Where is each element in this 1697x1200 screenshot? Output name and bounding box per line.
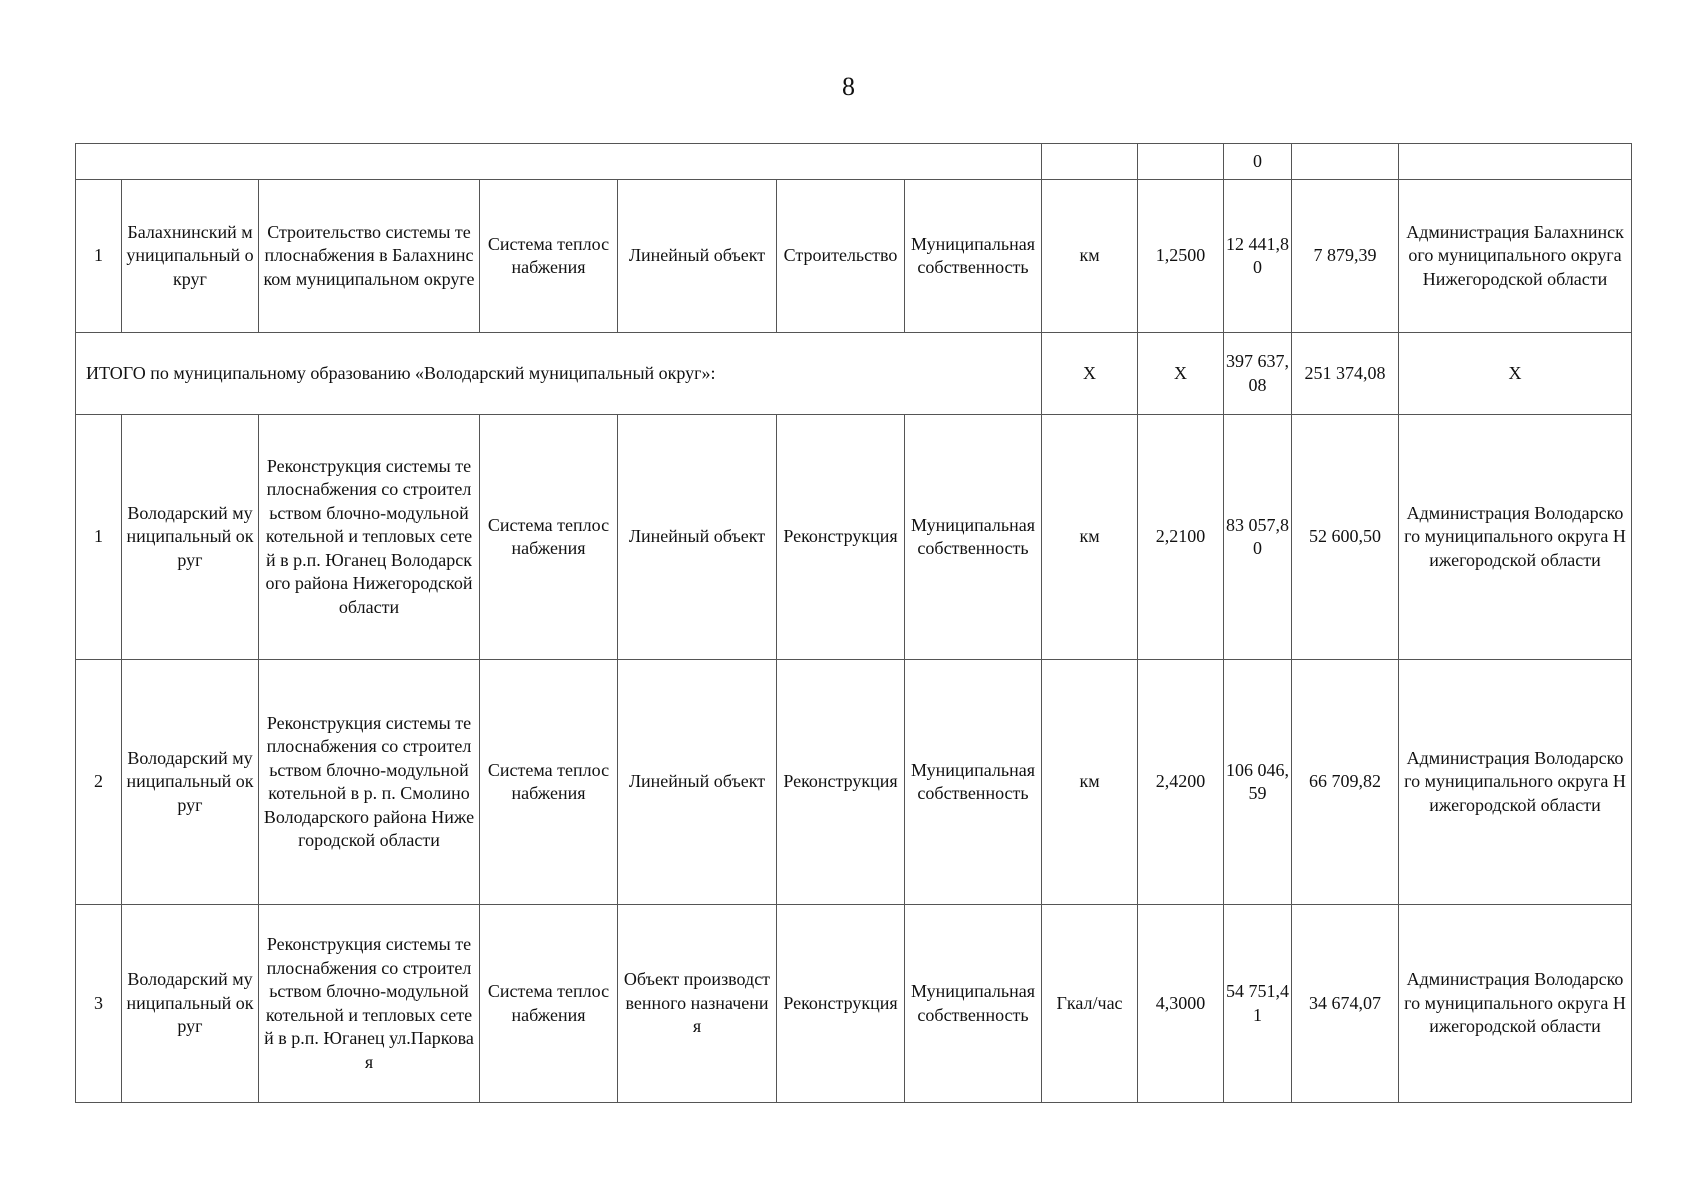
row-ownership: Муниципальная собственность xyxy=(905,180,1042,333)
row-work-type: Реконструкция xyxy=(777,660,905,905)
continuation-empty-cell xyxy=(76,144,1042,180)
row-object-type: Линейный объект xyxy=(618,180,777,333)
row-number: 1 xyxy=(76,180,122,333)
table-row xyxy=(76,905,1632,1103)
row-ownership: Муниципальная собственность xyxy=(905,415,1042,660)
table-row xyxy=(76,660,1632,905)
continuation-empty-cell xyxy=(1399,144,1632,180)
row-cost-part: 34 674,07 xyxy=(1292,905,1399,1103)
summary-cost-total: 397 637,08 xyxy=(1224,333,1292,415)
row-ownership: Муниципальная собственность xyxy=(905,660,1042,905)
row-cost-total: 106 046,59 xyxy=(1224,660,1292,905)
row-capacity: 2,4200 xyxy=(1138,660,1224,905)
row-object-type: Объект производственного назначения xyxy=(618,905,777,1103)
row-unit: км xyxy=(1042,180,1138,333)
summary-capacity: X xyxy=(1138,333,1224,415)
row-unit: км xyxy=(1042,415,1138,660)
row-cost-total: 54 751,41 xyxy=(1224,905,1292,1103)
table-row xyxy=(76,180,1632,333)
row-object-type: Линейный объект xyxy=(618,415,777,660)
row-work-type: Строительство xyxy=(777,180,905,333)
row-capacity: 1,2500 xyxy=(1138,180,1224,333)
row-cost-total: 83 057,80 xyxy=(1224,415,1292,660)
table-row xyxy=(76,415,1632,660)
row-cost-part: 52 600,50 xyxy=(1292,415,1399,660)
row-customer: Администрация Володарского муниципального округа Нижегородской области xyxy=(1399,905,1632,1103)
row-number: 3 xyxy=(76,905,122,1103)
summary-label: ИТОГО по муниципальному образованию «Володарский муниципальный округ»: xyxy=(76,333,1042,415)
row-object-name: Реконструкция системы теплоснабжения со строительством блочно-модульной котельной и тепловых сетей в р.п. Юганец Володарского района Нижегородской области xyxy=(259,415,480,660)
row-system: Система теплоснабжения xyxy=(480,905,618,1103)
continuation-cost-total: 0 xyxy=(1224,144,1292,180)
row-system: Система теплоснабжения xyxy=(480,660,618,905)
data-table xyxy=(75,143,1632,1103)
row-number: 2 xyxy=(76,660,122,905)
row-customer: Администрация Володарского муниципального округа Нижегородской области xyxy=(1399,415,1632,660)
row-ownership: Муниципальная собственность xyxy=(905,905,1042,1103)
row-cost-part: 66 709,82 xyxy=(1292,660,1399,905)
row-capacity: 4,3000 xyxy=(1138,905,1224,1103)
summary-row xyxy=(76,333,1632,415)
table-row-continuation xyxy=(76,144,1632,180)
row-customer: Администрация Володарского муниципального округа Нижегородской области xyxy=(1399,660,1632,905)
continuation-empty-cell xyxy=(1042,144,1138,180)
summary-cost-part: 251 374,08 xyxy=(1292,333,1399,415)
continuation-empty-cell xyxy=(1292,144,1399,180)
row-system: Система теплоснабжения xyxy=(480,415,618,660)
row-customer: Администрация Балахнинского муниципального округа Нижегородской области xyxy=(1399,180,1632,333)
row-work-type: Реконструкция xyxy=(777,905,905,1103)
row-work-type: Реконструкция xyxy=(777,415,905,660)
row-cost-total: 12 441,80 xyxy=(1224,180,1292,333)
row-municipality: Володарский муниципальный округ xyxy=(122,415,259,660)
row-unit: км xyxy=(1042,660,1138,905)
row-municipality: Володарский муниципальный округ xyxy=(122,660,259,905)
summary-unit: X xyxy=(1042,333,1138,415)
row-unit: Гкал/час xyxy=(1042,905,1138,1103)
row-object-name: Реконструкция системы теплоснабжения со строительством блочно-модульной котельной в р. п. Смолино Володарского района Нижегородской области xyxy=(259,660,480,905)
row-system: Система теплоснабжения xyxy=(480,180,618,333)
page-number: 8 xyxy=(842,72,855,101)
row-object-type: Линейный объект xyxy=(618,660,777,905)
row-cost-part: 7 879,39 xyxy=(1292,180,1399,333)
row-object-name: Строительство системы теплоснабжения в Балахнинском муниципальном округе xyxy=(259,180,480,333)
row-municipality: Балахнинский муниципальный округ xyxy=(122,180,259,333)
row-municipality: Володарский муниципальный округ xyxy=(122,905,259,1103)
summary-customer: X xyxy=(1399,333,1632,415)
row-number: 1 xyxy=(76,415,122,660)
row-capacity: 2,2100 xyxy=(1138,415,1224,660)
row-object-name: Реконструкция системы теплоснабжения со строительством блочно-модульной котельной и тепловых сетей в р.п. Юганец ул.Парковая xyxy=(259,905,480,1103)
continuation-empty-cell xyxy=(1138,144,1224,180)
